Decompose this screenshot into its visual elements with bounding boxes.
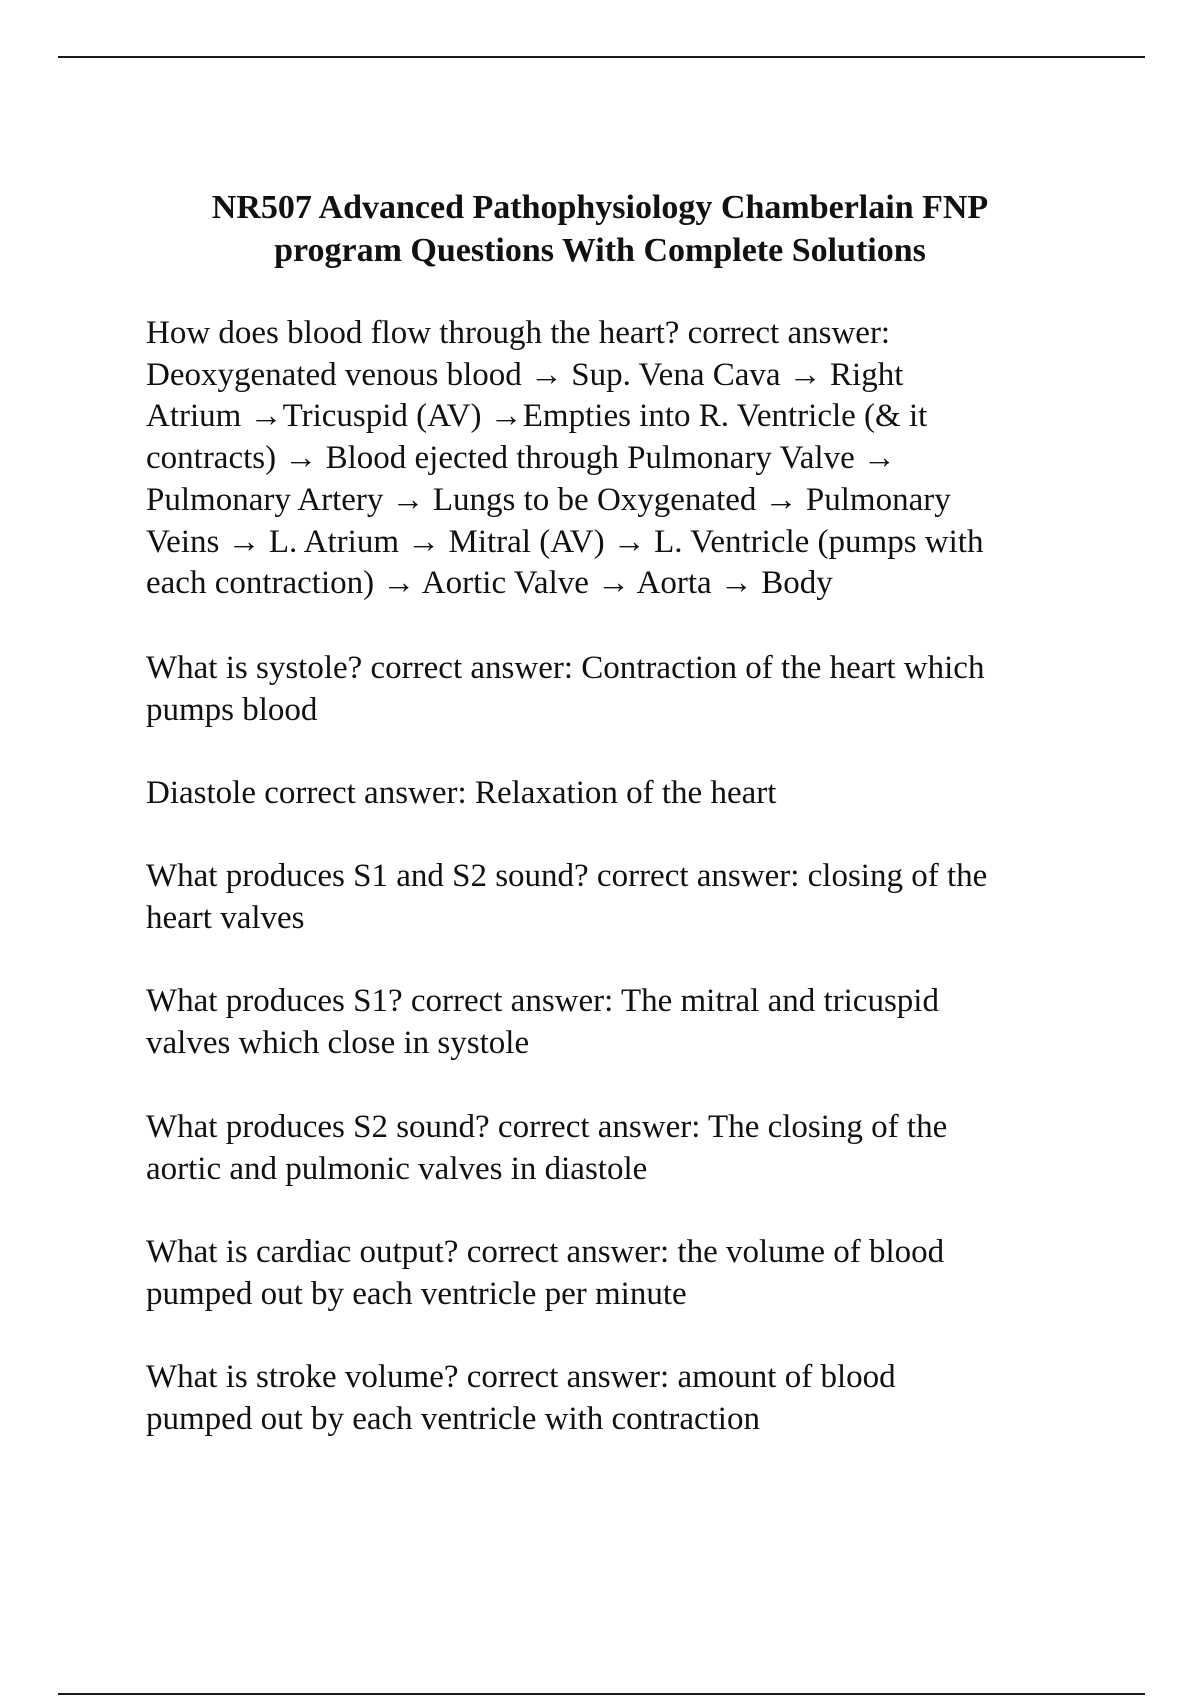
qa-item-cardiac-output	[146, 1232, 1106, 1315]
qa-line: pumps blood	[146, 691, 318, 728]
qa-line: Atrium →Tricuspid (AV) →Empties into R. Ventricle (& it	[146, 398, 928, 435]
header-divider	[58, 56, 1145, 58]
qa-line: Deoxygenated venous blood → Sup. Vena Cava → Right	[146, 356, 904, 393]
qa-line: What is cardiac output? correct answer: the volume of blood	[146, 1234, 945, 1270]
qa-line: pumped out by each ventricle with contraction	[146, 1400, 760, 1437]
qa-line: pumped out by each ventricle per minute	[146, 1275, 687, 1312]
qa-line: Diastole correct answer: Relaxation of the heart	[146, 775, 777, 811]
qa-item-diastole	[146, 773, 1106, 815]
qa-item-blood-flow	[146, 313, 1106, 605]
footer-divider	[58, 1693, 1145, 1695]
qa-line: valves which close in systole	[146, 1024, 530, 1061]
document-title	[100, 186, 1100, 272]
qa-item-s1-s2	[146, 856, 1106, 939]
qa-line: What produces S1? correct answer: The mitral and tricuspid	[146, 983, 939, 1019]
qa-item-s2	[146, 1107, 1106, 1190]
qa-item-s1	[146, 981, 1106, 1064]
qa-line: heart valves	[146, 899, 305, 936]
qa-line: Veins → L. Atrium → Mitral (AV) → L. Ventricle (pumps with	[146, 523, 984, 560]
qa-item-stroke-volume	[146, 1357, 1106, 1440]
qa-line: aortic and pulmonic valves in diastole	[146, 1150, 648, 1187]
qa-item-systole	[146, 648, 1106, 731]
qa-line: contracts) → Blood ejected through Pulmonary Valve →	[146, 440, 896, 477]
qa-line: What produces S1 and S2 sound? correct answer: closing of the	[146, 858, 988, 894]
qa-line: How does blood flow through the heart? correct answer:	[146, 315, 891, 351]
qa-line: What is stroke volume? correct answer: amount of blood	[146, 1359, 896, 1395]
title-line: NR507 Advanced Pathophysiology Chamberlain FNP	[211, 189, 989, 226]
title-line: program Questions With Complete Solutions	[274, 232, 926, 269]
qa-line: What produces S2 sound? correct answer: The closing of the	[146, 1109, 948, 1145]
qa-line: each contraction) → Aortic Valve → Aorta → Body	[146, 565, 833, 602]
qa-line: Pulmonary Artery → Lungs to be Oxygenated → Pulmonary	[146, 481, 951, 518]
qa-line: What is systole? correct answer: Contraction of the heart which	[146, 650, 985, 686]
